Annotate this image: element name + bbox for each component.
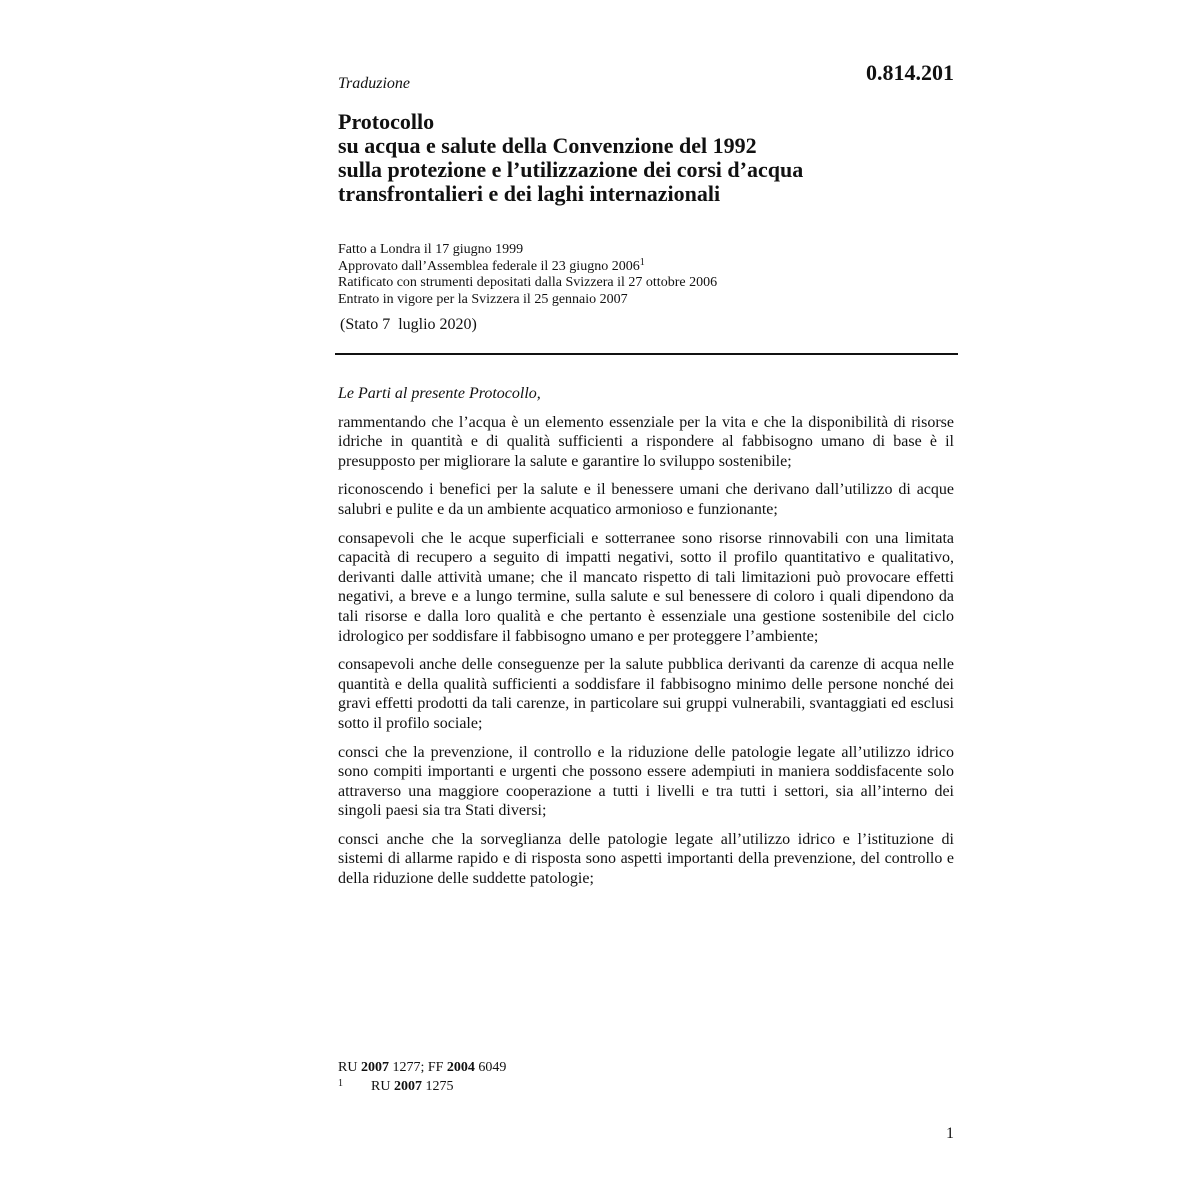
footnote-ref-1[interactable]: 1 <box>639 256 645 268</box>
translation-label: Traduzione <box>338 75 411 92</box>
in-force-line: Entrato in vigore per la Svizzera il 25 gennaio 2007 <box>338 291 628 307</box>
footnotes <box>338 1058 506 1096</box>
header-divider <box>335 353 958 355</box>
preamble-intro: Le Parti al presente Protocollo, <box>338 385 541 402</box>
title-line: sulla protezione e l’utilizzazione dei corsi d’acqua <box>338 157 804 182</box>
preamble-paragraph: consapevoli anche delle conseguenze per la salute pubblica derivanti da carenze di acqua nelle quantità e della qualità sufficienti a soddisfare il fabbisogno minimo delle persone nonché dei gravi effetti prodotti da tali carenze, in particolare sui gruppi vulnerabili, svantaggiati ed esclusi sotto il profilo sociale; <box>338 656 954 732</box>
title-line: transfrontalieri e dei laghi internazionali <box>338 181 721 206</box>
approved-text: Approvato dall’Assemblea federale il 23 giugno 2006 <box>338 258 640 274</box>
preamble-paragraph: consci anche che la sorveglianza delle patologie legate all’utilizzo idrico e l’istituzione di sistemi di allarme rapido e di risposta sono aspetti importanti della prevenzione, del controllo e della riduzione delle suddette patologie; <box>338 830 954 888</box>
page-number: 1 <box>946 1125 954 1142</box>
approved-line <box>338 256 717 276</box>
sr-number: 0.814.201 <box>866 60 954 85</box>
preamble-paragraph: consapevoli che le acque superficiali e sotterranee sono risorse rinnovabili con una limitata capacità di recupero a seguito di impatti negativi, sotto il profilo quantitativo e qualitativo, derivanti dalle attività umane; che il mancato rispetto di tali limitazioni può provocare effetti negativi, a breve e a lungo termine, sulla salute e sul benessere di coloro i quali dipendono da tali risorse e dalla loro qualità e che pertanto è essenziale una gestione sostenibile del ciclo idrologico per soddisfare il fabbisogno umano e per proteggere l’ambiente; <box>338 529 954 645</box>
ratified-line: Ratificato con strumenti depositati dalla Svizzera il 27 ottobre 2006 <box>338 275 718 290</box>
preamble-paragraph: riconoscendo i benefici per la salute e il benessere umani che derivano dall’utilizzo di acque salubri e pulite e da un ambiente acquatico armonioso e funzionante; <box>338 481 954 518</box>
preamble-paragraph: rammentando che l’acqua è un elemento essenziale per la vita e che la disponibilità di risorse idriche in quantità e di qualità sufficienti a rispondere al fabbisogno umano di base è il presupposto per migliorare la salute e garantire lo sviluppo sostenibile; <box>338 413 954 470</box>
title-line: Protocollo <box>338 109 435 134</box>
preamble-paragraph: consci che la prevenzione, il controllo e la riduzione delle patologie legate all’utilizzo idrico sono compiti importanti e urgenti che possono essere adempiuti in maniera soddisfacente solo attraverso una maggiore cooperazione a tutti i livelli e tra tutti i settori, sia all’interno dei singoli paesi sia tra Stati diversi; <box>338 743 954 820</box>
done-at: Fatto a Londra il 17 giugno 1999 <box>338 242 524 257</box>
document-metadata <box>338 242 717 308</box>
title-line: su acqua e salute della Convenzione del 1992 <box>338 133 757 158</box>
footnote-1: 1 RU 2007 1275 <box>338 1078 454 1094</box>
document-body <box>338 384 954 898</box>
source-reference: RU 2007 1277; FF 2004 6049 <box>338 1060 507 1075</box>
document-title <box>338 110 958 206</box>
status-date: (Stato 7 luglio 2020) <box>340 316 477 333</box>
